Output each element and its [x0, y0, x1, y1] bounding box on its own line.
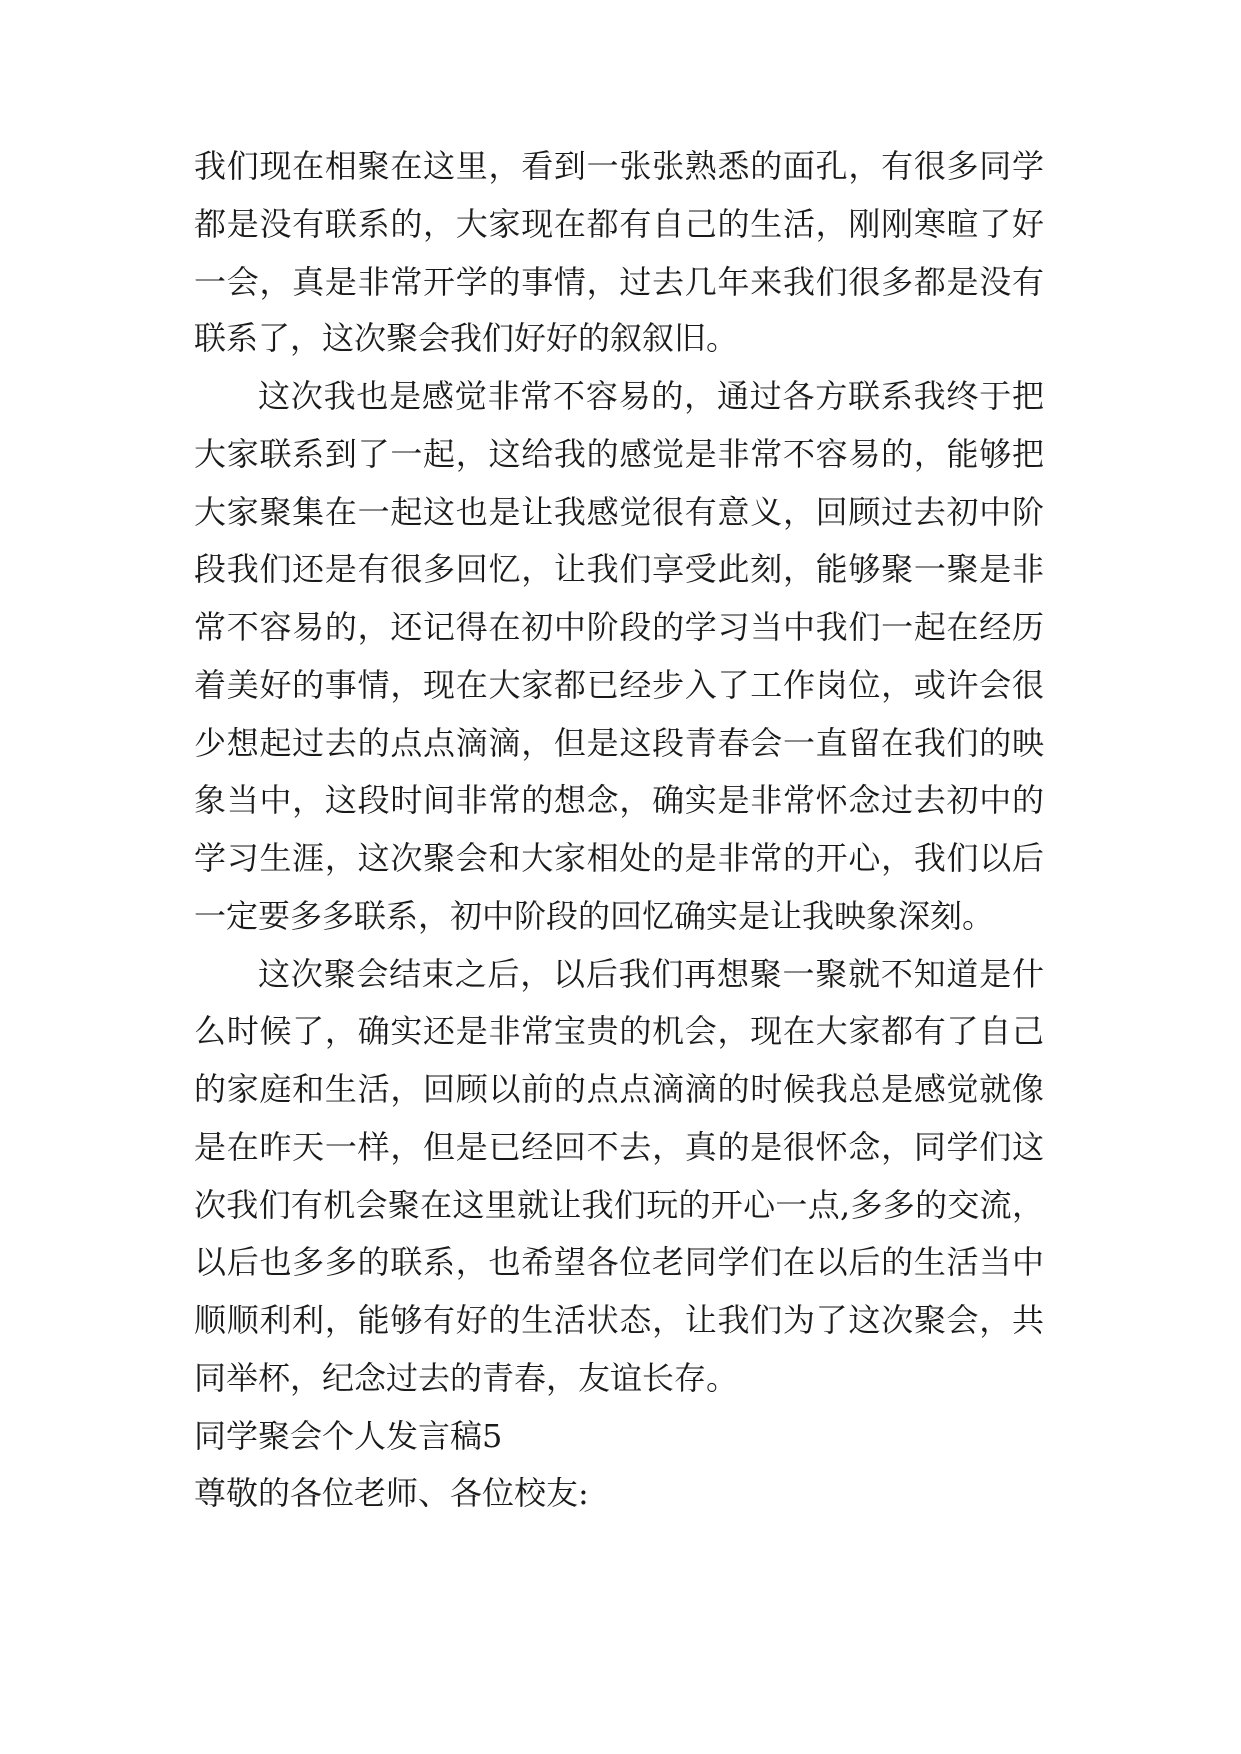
salutation: 尊敬的各位老师、各位校友:: [194, 1474, 589, 1512]
paragraph-2-line-5: 常不容易的，还记得在初中阶段的学习当中我们一起在经历: [194, 608, 1044, 646]
paragraph-1-line-1: 我们现在相聚在这里，看到一张张熟悉的面孔，有很多同学: [194, 147, 1044, 185]
paragraph-1-line-4: 联系了，这次聚会我们好好的叙叙旧。: [194, 319, 739, 357]
paragraph-2-line-4: 段我们还是有很多回忆，让我们享受此刻，能够聚一聚是非: [194, 550, 1044, 588]
paragraph-2-line-3: 大家聚集在一起这也是让我感觉很有意义，回顾过去初中阶: [194, 493, 1044, 531]
paragraph-2-line-9: 学习生涯，这次聚会和大家相处的是非常的开心，我们以后: [194, 839, 1044, 877]
paragraph-3-line-8: 同举杯，纪念过去的青春，友谊长存。: [194, 1359, 739, 1397]
paragraph-2-line-8: 象当中，这段时间非常的想念，确实是非常怀念过去初中的: [194, 781, 1044, 819]
paragraph-1-line-2: 都是没有联系的，大家现在都有自己的生活，刚刚寒暄了好: [194, 205, 1044, 243]
paragraph-2-line-6: 着美好的事情，现在大家都已经步入了工作岗位，或许会很: [194, 666, 1044, 704]
paragraph-2-line-1: 这次我也是感觉非常不容易的，通过各方联系我终于把: [258, 377, 1044, 415]
section-heading: 同学聚会个人发言稿5: [194, 1417, 503, 1455]
paragraph-3-line-6: 以后也多多的联系，也希望各位老同学们在以后的生活当中: [194, 1243, 1044, 1281]
paragraph-1-line-3: 一会，真是非常开学的事情，过去几年来我们很多都是没有: [194, 263, 1044, 301]
paragraph-3-line-4: 是在昨天一样，但是已经回不去，真的是很怀念，同学们这: [194, 1128, 1044, 1166]
paragraph-3-line-1: 这次聚会结束之后，以后我们再想聚一聚就不知道是什: [258, 955, 1044, 993]
paragraph-3-line-2: 么时候了，确实还是非常宝贵的机会，现在大家都有了自己: [194, 1012, 1044, 1050]
paragraph-3-line-7: 顺顺利利，能够有好的生活状态，让我们为了这次聚会，共: [194, 1301, 1044, 1339]
paragraph-2-line-7: 少想起过去的点点滴滴，但是这段青春会一直留在我们的映: [194, 724, 1044, 762]
paragraph-2-line-2: 大家联系到了一起，这给我的感觉是非常不容易的，能够把: [194, 435, 1044, 473]
paragraph-2-line-10: 一定要多多联系，初中阶段的回忆确实是让我映象深刻。: [194, 897, 995, 935]
paragraph-3-line-3: 的家庭和生活，回顾以前的点点滴滴的时候我总是感觉就像: [194, 1070, 1044, 1108]
paragraph-3-line-5: 次我们有机会聚在这里就让我们玩的开心一点,多多的交流，: [194, 1186, 1044, 1224]
